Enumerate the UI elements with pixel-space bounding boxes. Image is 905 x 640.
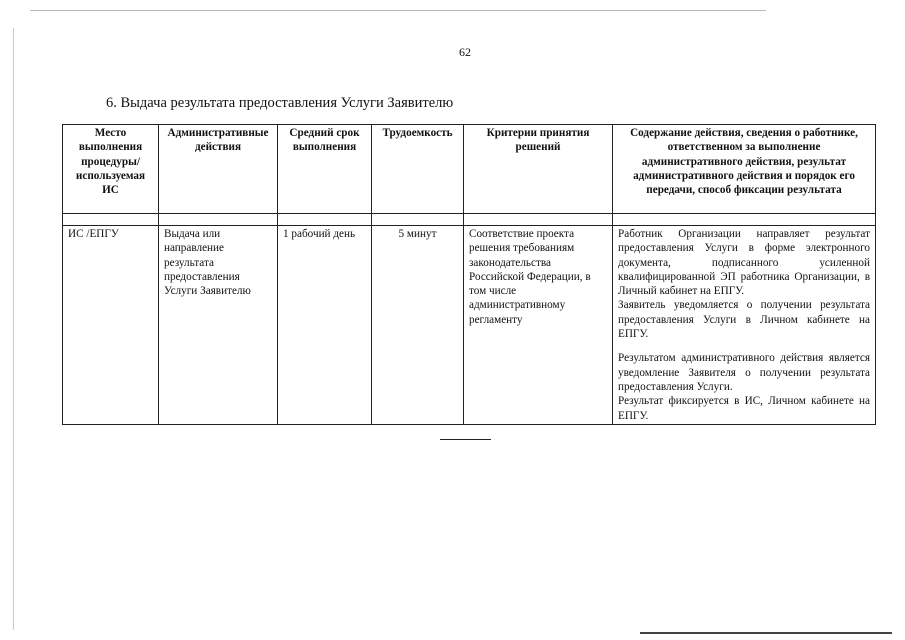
table-header-row <box>63 125 876 214</box>
header-place: Место выполнения процедуры/используемая ИС <box>63 125 159 214</box>
cell-action: Выдача или направление результата предоставления Услуги Заявителю <box>159 226 278 425</box>
cell-content <box>613 226 876 425</box>
header-criteria: Критерии принятия решений <box>464 125 613 214</box>
cell-time: 1 рабочий день <box>278 226 372 425</box>
cell-criteria: Соответствие проекта решения требованиям законодательства Российской Федерации, в том числе административному регламенту <box>464 226 613 425</box>
procedure-table <box>62 124 876 425</box>
bottom-scan-edge-line <box>640 632 892 634</box>
section-title: 6. Выдача результата предоставления Услуги Заявителю <box>106 95 454 111</box>
header-content: Содержание действия, сведения о работнике, ответственном за выполнение административного действия, результат административного действия и порядок его передачи, способ фиксации результата <box>613 125 876 214</box>
header-actions: Административные действия <box>159 125 278 214</box>
header-time: Средний срок выполнения <box>278 125 372 214</box>
table-row <box>63 226 876 425</box>
end-of-section-line <box>440 439 491 440</box>
table-spacer-row <box>63 214 876 226</box>
content-paragraph: Работник Организации направляет результат предоставления Услуги в форме электронного документа, подписанного усиленной квалифицированной ЭП работника Организации, в Личный кабинет на ЕПГУ. <box>618 228 870 298</box>
header-labor: Трудоемкость <box>372 125 464 214</box>
cell-place: ИС /ЕПГУ <box>63 226 159 425</box>
top-scan-edge-line <box>30 10 766 11</box>
page-number: 62 <box>459 45 471 59</box>
content-paragraph: Результатом административного действия является уведомление Заявителя о получении результата предоставления Услуги. <box>618 352 870 393</box>
left-scan-edge-line <box>13 28 14 630</box>
cell-labor: 5 минут <box>372 226 464 425</box>
content-paragraph: Результат фиксируется в ИС, Личном кабинете на ЕПГУ. <box>618 395 870 422</box>
content-paragraph: Заявитель уведомляется о получении результата предоставления Услуги в Личном кабинете на ЕПГУ. <box>618 299 870 341</box>
